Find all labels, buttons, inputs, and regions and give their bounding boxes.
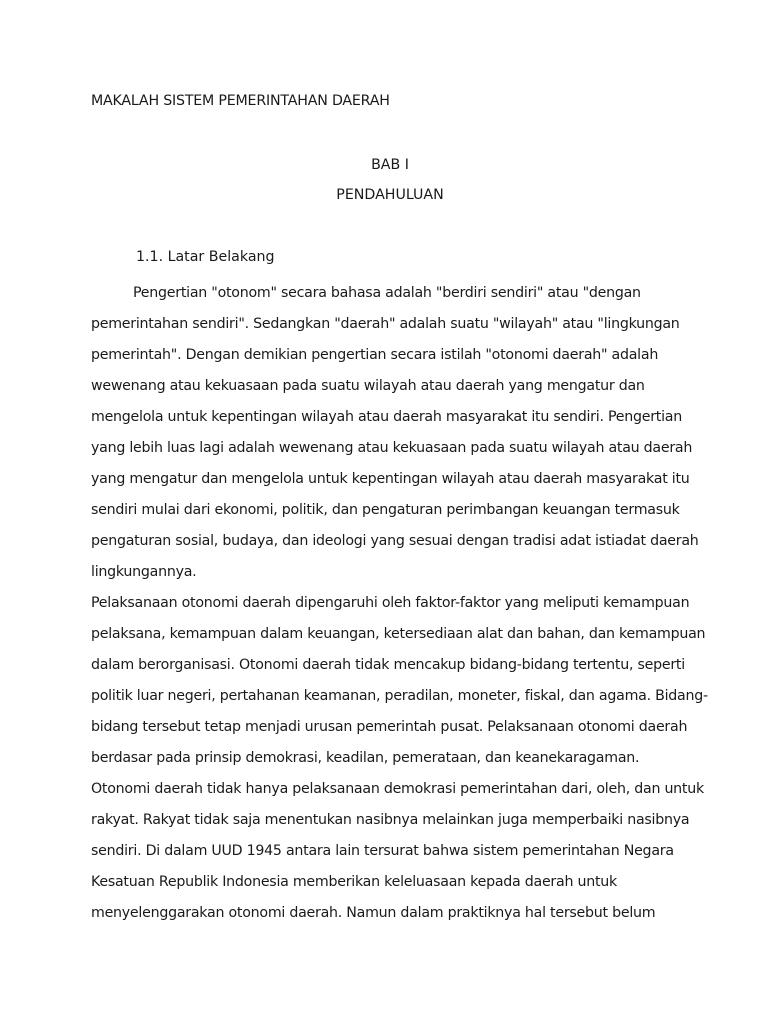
chapter-number: BAB I (371, 157, 409, 173)
text-line: yang mengatur dan mengelola untuk kepentingan wilayah atau daerah masyarakat itu (91, 471, 690, 487)
text-line: mengelola untuk kepentingan wilayah atau daerah masyarakat itu sendiri. Pengertian (91, 409, 682, 425)
section-heading: 1.1. Latar Belakang (136, 249, 275, 265)
text-line: Otonomi daerah tidak hanya pelaksanaan demokrasi pemerintahan dari, oleh, dan untuk (91, 781, 704, 797)
text-line: wewenang atau kekuasaan pada suatu wilayah atau daerah yang mengatur dan (91, 378, 645, 394)
text-line: rakyat. Rakyat tidak saja menentukan nasibnya melainkan juga memperbaiki nasibnya (91, 812, 690, 828)
text-line: pelaksana, kemampuan dalam keuangan, ketersediaan alat dan bahan, dan kemampuan (91, 626, 706, 642)
document-title: MAKALAH SISTEM PEMERINTAHAN DAERAH (91, 93, 390, 109)
text-line: Kesatuan Republik Indonesia memberikan keleluasaan kepada daerah untuk (91, 874, 617, 890)
text-line: menyelenggarakan otonomi daerah. Namun dalam praktiknya hal tersebut belum (91, 905, 656, 921)
text-line: pengaturan sosial, budaya, dan ideologi yang sesuai dengan tradisi adat istiadat daerah (91, 533, 699, 549)
body-text (91, 278, 708, 929)
text-line: sendiri. Di dalam UUD 1945 antara lain tersurat bahwa sistem pemerintahan Negara (91, 843, 674, 859)
text-line: Pengertian "otonom" secara bahasa adalah "berdiri sendiri" atau "dengan (133, 285, 641, 301)
text-line: politik luar negeri, pertahanan keamanan, peradilan, moneter, fiskal, dan agama. Bidang- (91, 688, 708, 704)
text-line: berdasar pada prinsip demokrasi, keadilan, pemerataan, dan keanekaragaman. (91, 750, 640, 766)
text-line: Pelaksanaan otonomi daerah dipengaruhi oleh faktor-faktor yang meliputi kemampuan (91, 595, 690, 611)
text-line: lingkungannya. (91, 564, 197, 580)
text-line: pemerintahan sendiri". Sedangkan "daerah" adalah suatu "wilayah" atau "lingkungan (91, 316, 680, 332)
text-line: pemerintah". Dengan demikian pengertian secara istilah "otonomi daerah" adalah (91, 347, 659, 363)
chapter-title: PENDAHULUAN (336, 187, 444, 203)
text-line: yang lebih luas lagi adalah wewenang atau kekuasaan pada suatu wilayah atau daerah (91, 440, 693, 456)
text-line: dalam berorganisasi. Otonomi daerah tidak mencakup bidang-bidang tertentu, seperti (91, 657, 685, 673)
text-line: bidang tersebut tetap menjadi urusan pemerintah pusat. Pelaksanaan otonomi daerah (91, 719, 688, 735)
text-line: sendiri mulai dari ekonomi, politik, dan pengaturan perimbangan keuangan termasuk (91, 502, 680, 518)
